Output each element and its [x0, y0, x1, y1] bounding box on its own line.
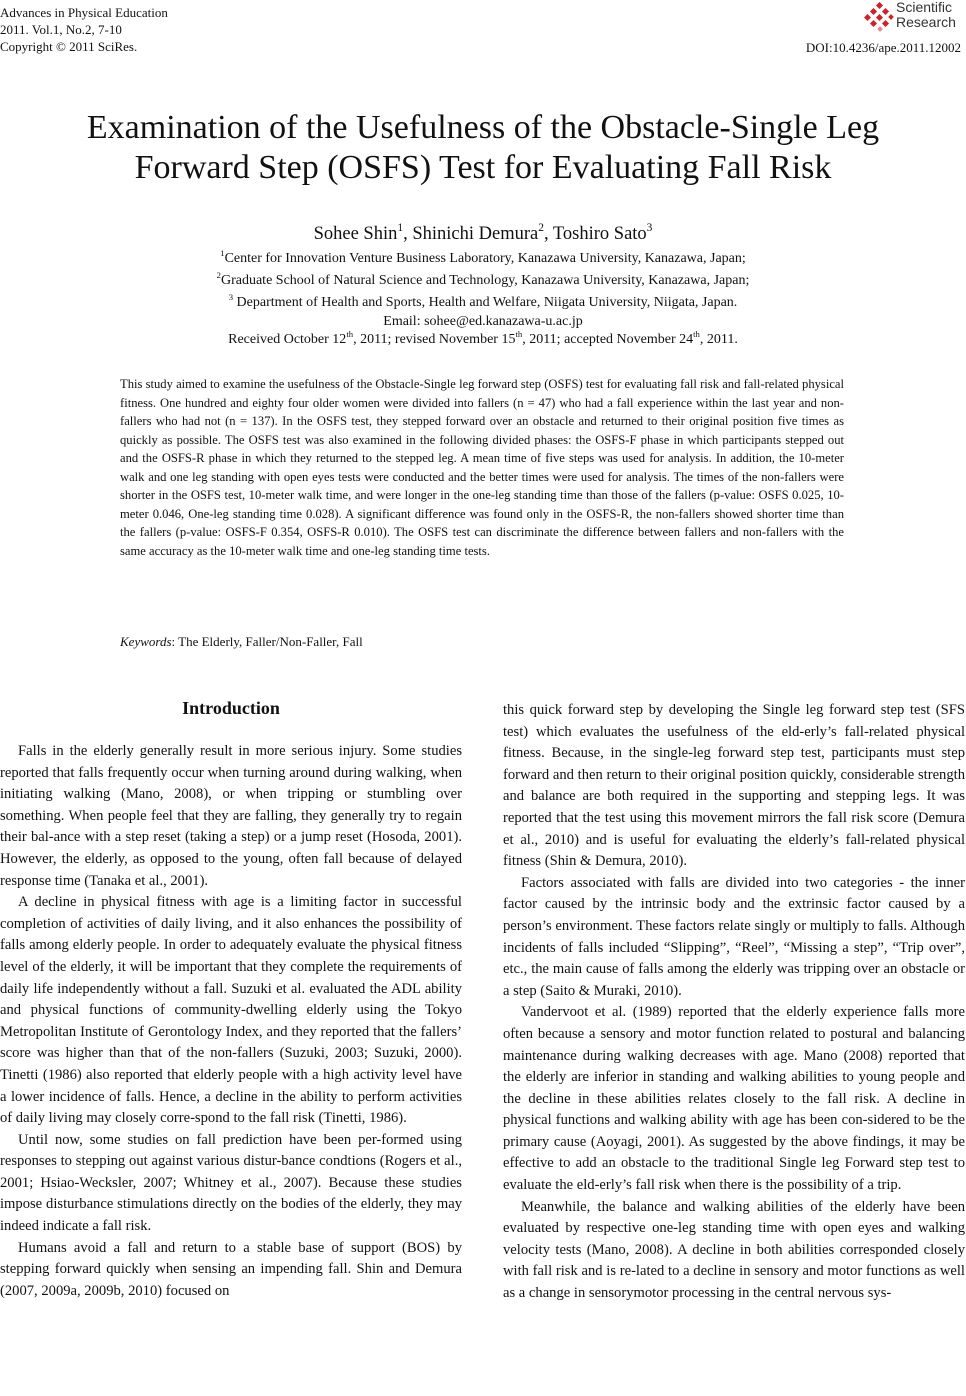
logo-line1: Scientific — [896, 0, 953, 15]
author-name: Sohee Shin — [313, 224, 398, 244]
affiliation-1 — [0, 247, 966, 268]
received-text: , 2011; accepted November 24 — [522, 332, 694, 347]
title-line-2: Forward Step (OSFS) Test for Evaluating Fall Risk — [134, 149, 832, 186]
paragraph: Until now, some studies on fall prediction have been per-formed using responses to stepping out against various distur-bance condtions (Rogers et al., 2001; Hsiao-Wecksler, 2007; Whitney et al., 2007). Because these studies impose disturbance stimulations directly on the bodies of the elderly, they may indeed indicate a fall risk. — [0, 1131, 462, 1235]
journal-copyright: Copyright © 2011 SciRes. — [0, 39, 138, 54]
received-text: Received October 12 — [228, 332, 347, 347]
paragraph: A decline in physical fitness with age is a limiting factor in successful completion of activities of daily living, and it also enhances the possibility of falls among elderly people. In order to adequately evaluate the physical fitness level of the elderly, it will be important that they complete the requirements of daily life independently without a fall. Suzuki et al. evaluated the ADL ability and physical functions of community-dwelling elderly using the Tokyo Metropolitan Institute of Gerontology Index, and they reported that the fallers’ score was higher than that of the non-fallers (Suzuki, 2003; Suzuki, 2000). Tinetti (1986) also reported that elderly people with a high activity level have a lower incidence of falls. Hence, a decline in the ability to perform activities of daily living may closely corre-spond to the fall risk (Tinetti, 1986). — [0, 894, 462, 1127]
body-column-left — [0, 741, 462, 1302]
received-sup: th — [346, 328, 354, 339]
author-sep: , — [403, 224, 413, 244]
scientific-research-logo-icon — [864, 2, 894, 32]
received-sup: th — [693, 328, 700, 339]
affiliation-text: Center for Innovation Venture Business Laboratory, Kanazawa University, Kanazawa, Japan; — [224, 251, 746, 266]
author-name: Shinichi Demura — [412, 224, 539, 244]
email: Email: sohee@ed.kanazawa-u.ac.jp — [383, 314, 583, 329]
journal-header — [0, 4, 168, 55]
body-column-right — [503, 700, 965, 1305]
author-sup: 1 — [397, 222, 404, 235]
received-sup: th — [515, 328, 523, 339]
paragraph: Factors associated with falls are divided into two categories - the inner factor caused by the intrinsic body and the extrinsic factor caused by a person’s environment. These factors relate singly or multiply to falls. Although incidents of falls included “Slipping”, “Reel”, “Missing a step”, “Trip over”, etc., the main cause of falls among the elderly was tripping over an obstacle or a step (Saito & Muraki, 2010). — [503, 874, 965, 999]
paper-title — [0, 108, 966, 188]
abstract: This study aimed to examine the usefulness of the Obstacle-Single leg forward step (OSFS) test for evaluating fall risk and fall-related physical fitness. One hundred and eighty four older women were divided into fallers (n = 47) who had a fall experience within the last year and non-fallers who had not (n = 137). In the OSFS test, they stepped forward over an obstacle and returned to their original position five times as quickly as possible. The OSFS test was also examined in the following divided phases: the OSFS-F phase in which participants stepped out and the OSFS-R phase in which they returned to the stepped leg. A mean time of five steps was used for analysis. In addition, the 10-meter walk and one leg standing with open eyes tests were conducted and the better times were used for analysis. The times of the non-fallers were shorter in the OSFS test, 10-meter walk time, and were longer in the one-leg standing time than those of the fallers (p-value: OSFS 0.025, 10-meter 0.046, One-leg standing time 0.028). A significant difference was found only in the OSFS-R, the non-fallers showed shorter time than the fallers (p-value: OSFS-F 0.354, OSFS-R 0.010). The OSFS test can discriminate the difference between fallers and non-fallers with the same accuracy as the 10-meter walk time and one-leg standing time tests. — [120, 377, 844, 558]
affiliation-text: Graduate School of Natural Science and Technology, Kanazawa University, Kanazawa, Japan; — [220, 273, 750, 288]
section-heading-introduction: Introduction — [182, 698, 280, 718]
logo-line2: Research — [896, 14, 956, 30]
paragraph: Vandervoot et al. (1989) reported that the elderly experience falls more often because a sensory and motor function related to postural and balancing maintenance during walking decreases with age. Mano (2008) reported that the elderly are inferior in standing and walking abilities to young people and the decline in these abilities relates closely to the fall risk. A decline in physical functions and walking ability with age has been con-sidered to be the primary cause (Aoyagi, 2001). As suggested by the above findings, it may be effective to add an obstacle to the traditional Single leg Forward step test to evaluate the eld-erly’s fall risk when there is the possibility of a trip. — [503, 1004, 965, 1194]
affiliation-text: Department of Health and Sports, Health and Welfare, Niigata University, Niigata, Japan. — [233, 295, 738, 310]
paragraph: Meanwhile, the balance and walking abilities of the elderly have been evaluated by respective one-leg standing time with open eyes and walking velocity tests (Mano, 2008). A decline in both abilities corresponded closely with fall risk and is re-lated to a decline in sensory and motor functions as well as a change in sensorymotor processing in the central nervous sys- — [503, 1198, 965, 1302]
author-name: Toshiro Sato — [552, 224, 647, 244]
author-sep: , — [543, 224, 553, 244]
affiliation-2 — [0, 269, 966, 290]
keywords-label: Keywords — [120, 634, 172, 649]
journal-volume: 2011. Vol.1, No.2, 7-10 — [0, 22, 122, 37]
keywords — [120, 634, 363, 650]
received-text: , 2011. — [699, 332, 738, 347]
affiliation-sup: 2 — [216, 269, 221, 280]
received-text: , 2011; revised November 15 — [353, 332, 516, 347]
affiliation-sup: 3 — [228, 291, 234, 302]
publisher-logo — [864, 0, 964, 36]
paragraph: Falls in the elderly generally result in more serious injury. Some studies reported that falls frequently occur when turning around during walking, when initiating walking (Mano, 2008), or when tripping or stumbling over something. When people feel that they are falling, they generally try to regain their bal-ance with a step reset (taking a step) or a jump reset (Hosoda, 2001). However, the elderly, as opposed to the young, often fall because of delayed response time (Tanaka et al., 2001). — [0, 743, 462, 889]
journal-name: Advances in Physical Education — [0, 5, 168, 20]
affiliation-3 — [0, 291, 966, 312]
author-sup: 2 — [538, 222, 544, 235]
paragraph: this quick forward step by developing the Single leg forward step test (SFS test) which evaluates the usefulness of the eld-erly’s fall-related physical fitness. Because, in the single-leg forward step test, participants must step forward and then return to their original position quickly, considerable strength and balance are both required in the supporting and stepping legs. It was reported that the test using this movement mirrors the fall risk score (Demura et al., 2010) and is useful for evaluating the elderly’s fall-related physical fitness (Shin & Demura, 2010). — [503, 702, 965, 870]
keywords-text: : The Elderly, Faller/Non-Faller, Fall — [171, 634, 363, 649]
doi: DOI:10.4236/ape.2011.12002 — [805, 40, 961, 55]
author-sup: 3 — [646, 222, 653, 235]
title-line-1: Examination of the Usefulness of the Obstacle-Single Leg — [86, 109, 880, 146]
author-list — [0, 224, 966, 245]
affiliation-sup: 1 — [220, 247, 225, 258]
received-dates — [0, 328, 966, 349]
paragraph: Humans avoid a fall and return to a stable base of support (BOS) by stepping forward quickly when sensing an impending fall. Shin and Demura (2007, 2009a, 2009b, 2010) focused on — [0, 1239, 462, 1299]
